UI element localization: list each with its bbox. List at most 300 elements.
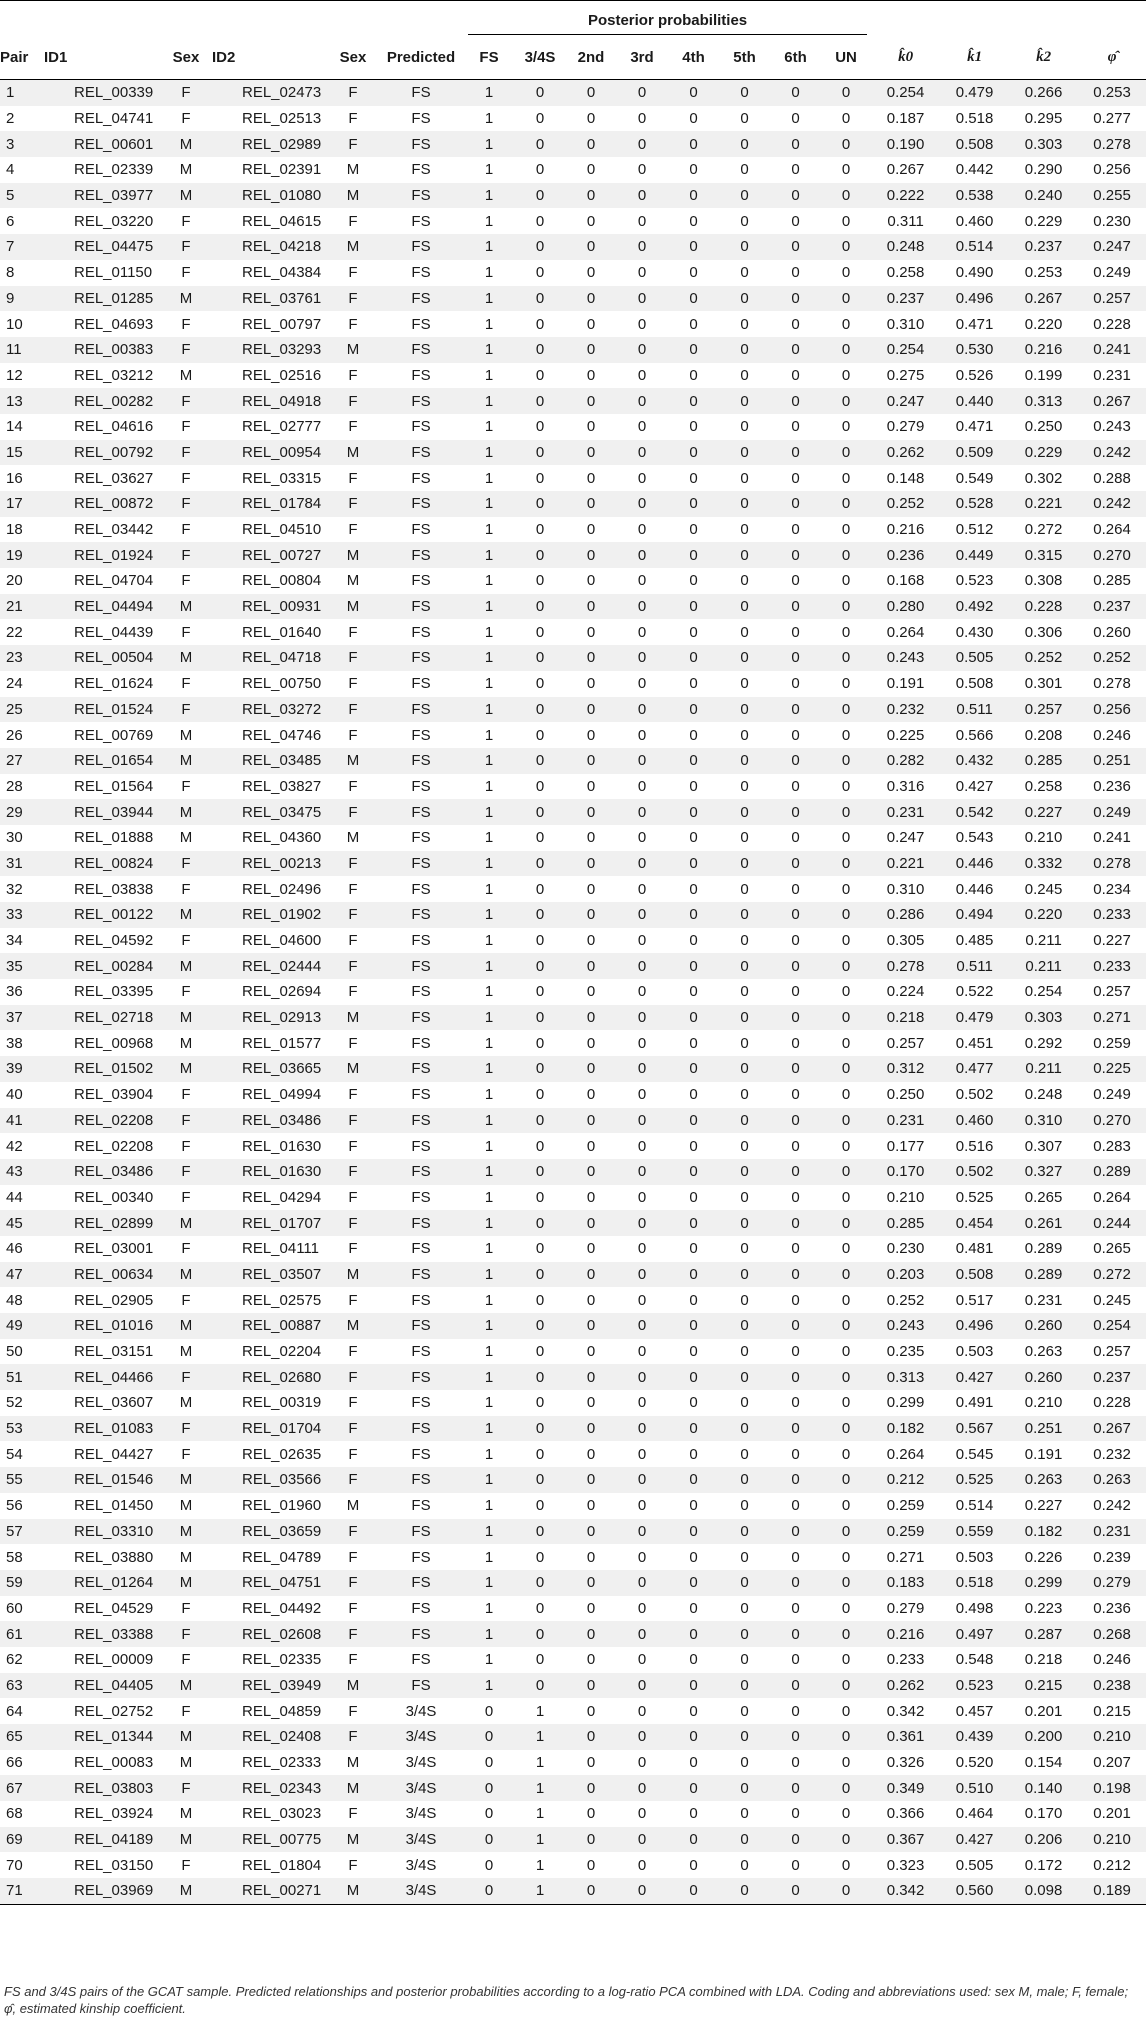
cell-sex2: F xyxy=(328,1364,378,1390)
table-row xyxy=(0,1159,1146,1185)
cell-6th: 0 xyxy=(791,1548,800,1566)
cell-4th: 0 xyxy=(689,469,698,487)
cell-phi: 0.215 xyxy=(1093,1702,1131,1720)
cell-5th: 0 xyxy=(740,418,749,436)
cell-6th: 0 xyxy=(770,388,821,414)
cell-2nd: 0 xyxy=(566,594,616,620)
table-row xyxy=(0,1416,1146,1442)
cell-fs: 1 xyxy=(484,983,494,1001)
cell-4th: 0 xyxy=(668,491,719,517)
cell-4th: 0 xyxy=(668,594,719,620)
cell-pair: 66 xyxy=(6,1754,23,1772)
cell-id2: REL_02444 xyxy=(212,953,328,979)
cell-2nd: 0 xyxy=(566,337,616,363)
cell-k2: 0.208 xyxy=(1024,726,1063,744)
cell-k1: 0.514 xyxy=(940,234,1009,260)
cell-phi: 0.278 xyxy=(1093,675,1131,693)
cell-un: 0 xyxy=(821,337,871,363)
cell-k2: 0.266 xyxy=(1009,80,1078,106)
cell-pair: 68 xyxy=(6,1805,23,1823)
cell-k1: 0.559 xyxy=(940,1519,1009,1545)
cell-5th: 0 xyxy=(740,1034,749,1052)
cell-predicted: FS xyxy=(378,183,464,209)
cell-5th: 0 xyxy=(740,1240,749,1258)
cell-k2: 0.220 xyxy=(1024,315,1063,333)
cell-phi: 0.252 xyxy=(1078,645,1146,671)
cell-phi: 0.198 xyxy=(1078,1775,1146,1801)
table-row xyxy=(0,979,1146,1005)
cell-sex2: M xyxy=(328,440,378,466)
cell-2nd: 0 xyxy=(566,1056,616,1082)
cell-2nd: 0 xyxy=(586,932,596,950)
cell-id2: REL_02913 xyxy=(212,1005,328,1031)
cell-sex1: M xyxy=(160,748,212,774)
cell-6th: 0 xyxy=(770,851,821,877)
col-header-id1: ID1 xyxy=(44,35,160,80)
cell-k2: 0.245 xyxy=(1024,880,1063,898)
cell-k2: 0.303 xyxy=(1009,131,1078,157)
cell-sex1: M xyxy=(160,1005,212,1031)
cell-id1: REL_00009 xyxy=(74,1651,154,1669)
cell-predicted: FS xyxy=(411,1651,431,1669)
cell-fs: 1 xyxy=(484,829,494,847)
cell-fs: 1 xyxy=(484,1188,494,1206)
cell-phi: 0.249 xyxy=(1093,1086,1131,1104)
cell-sex2: F xyxy=(348,1856,358,1874)
cell-pair: 19 xyxy=(0,542,44,568)
cell-phi: 0.236 xyxy=(1093,777,1131,795)
cell-k1: 0.490 xyxy=(955,264,994,282)
cell-5th: 0 xyxy=(740,212,749,230)
cell-predicted: FS xyxy=(378,1416,464,1442)
cell-sex2: F xyxy=(348,623,358,641)
cell-sex1: F xyxy=(160,697,212,723)
cell-4th: 0 xyxy=(689,1702,698,1720)
cell-sex1: M xyxy=(160,953,212,979)
cell-6th: 0 xyxy=(770,1621,821,1647)
cell-id1: REL_01264 xyxy=(44,1570,160,1596)
cell-34s: 0 xyxy=(535,1445,545,1463)
cell-sex1: M xyxy=(160,902,212,928)
cell-2nd: 0 xyxy=(566,1005,616,1031)
cell-sex2: F xyxy=(348,1240,358,1258)
cell-k1: 0.454 xyxy=(940,1210,1009,1236)
cell-34s: 0 xyxy=(514,1364,566,1390)
cell-pair: 59 xyxy=(0,1570,44,1596)
cell-k2: 0.172 xyxy=(1024,1856,1063,1874)
cell-un: 0 xyxy=(821,1056,871,1082)
cell-id1: REL_03442 xyxy=(74,521,154,539)
cell-un: 0 xyxy=(841,1291,851,1309)
cell-phi: 0.249 xyxy=(1078,799,1146,825)
cell-phi: 0.265 xyxy=(1093,1240,1131,1258)
cell-4th: 0 xyxy=(668,1416,719,1442)
cell-34s: 0 xyxy=(535,366,545,384)
cell-4th: 0 xyxy=(689,315,698,333)
cell-phi: 0.242 xyxy=(1078,491,1146,517)
cell-sex1: F xyxy=(160,1775,212,1801)
cell-sex1: M xyxy=(160,594,212,620)
cell-4th: 0 xyxy=(689,983,698,1001)
cell-pair: 58 xyxy=(6,1548,23,1566)
cell-5th: 0 xyxy=(719,851,770,877)
col-header-4th: 4th xyxy=(668,35,719,80)
cell-k2: 0.227 xyxy=(1024,1497,1063,1515)
cell-3rd: 0 xyxy=(637,983,647,1001)
cell-3rd: 0 xyxy=(637,1291,647,1309)
cell-id1: REL_00968 xyxy=(74,1034,154,1052)
cell-4th: 0 xyxy=(668,1878,719,1904)
cell-pair: 45 xyxy=(0,1210,44,1236)
cell-predicted: FS xyxy=(378,286,464,312)
cell-3rd: 0 xyxy=(637,315,647,333)
cell-5th: 0 xyxy=(740,1651,749,1669)
cell-pair: 14 xyxy=(6,418,23,436)
cell-sex1: F xyxy=(181,1240,191,1258)
cell-2nd: 0 xyxy=(566,1878,616,1904)
cell-pair: 34 xyxy=(6,932,23,950)
cell-fs: 1 xyxy=(484,1034,494,1052)
cell-un: 0 xyxy=(821,491,871,517)
cell-34s: 0 xyxy=(514,1210,566,1236)
cell-sex2: M xyxy=(328,183,378,209)
cell-k1: 0.560 xyxy=(940,1878,1009,1904)
cell-5th: 0 xyxy=(740,1805,749,1823)
cell-id1: REL_00339 xyxy=(44,80,160,106)
cell-5th: 0 xyxy=(740,264,749,282)
cell-5th: 0 xyxy=(719,1416,770,1442)
cell-4th: 0 xyxy=(689,829,698,847)
cell-6th: 0 xyxy=(791,572,800,590)
cell-34s: 1 xyxy=(535,1754,545,1772)
cell-sex1: M xyxy=(179,366,193,384)
cell-id1: REL_01285 xyxy=(44,286,160,312)
cell-34s: 0 xyxy=(535,726,545,744)
cell-fs: 1 xyxy=(484,777,494,795)
cell-k0: 0.271 xyxy=(886,1548,925,1566)
cell-id1: REL_04693 xyxy=(74,315,154,333)
cell-sex1: M xyxy=(179,1394,193,1412)
cell-un: 0 xyxy=(821,388,871,414)
cell-id1: REL_03944 xyxy=(44,799,160,825)
cell-3rd: 0 xyxy=(616,1210,668,1236)
cell-sex2: F xyxy=(328,286,378,312)
cell-k1: 0.446 xyxy=(940,851,1009,877)
cell-pair: 41 xyxy=(0,1108,44,1134)
cell-un: 0 xyxy=(821,440,871,466)
cell-k2: 0.248 xyxy=(1024,1086,1063,1104)
cell-2nd: 0 xyxy=(566,1364,616,1390)
table-row xyxy=(0,208,1146,234)
cell-2nd: 0 xyxy=(566,748,616,774)
cell-id1: REL_02208 xyxy=(74,1137,154,1155)
cell-34s: 0 xyxy=(535,1343,545,1361)
cell-fs: 1 xyxy=(464,1570,514,1596)
cell-id2: REL_03949 xyxy=(212,1673,328,1699)
cell-sex2: F xyxy=(328,388,378,414)
cell-5th: 0 xyxy=(740,1086,749,1104)
cell-sex1: F xyxy=(160,1364,212,1390)
cell-3rd: 0 xyxy=(616,1364,668,1390)
cell-k2: 0.250 xyxy=(1024,418,1063,436)
cell-6th: 0 xyxy=(770,1416,821,1442)
cell-pair: 15 xyxy=(0,440,44,466)
cell-un: 0 xyxy=(821,131,871,157)
table-row xyxy=(0,491,1146,517)
cell-predicted: FS xyxy=(411,777,431,795)
cell-6th: 0 xyxy=(791,469,800,487)
cell-pair: 52 xyxy=(6,1394,23,1412)
cell-predicted: 3/4S xyxy=(378,1878,464,1904)
cell-pair: 33 xyxy=(0,902,44,928)
table-row xyxy=(0,440,1146,466)
cell-k2: 0.260 xyxy=(1009,1364,1078,1390)
table-row xyxy=(0,1236,1146,1262)
cell-5th: 0 xyxy=(740,675,749,693)
cell-id1: REL_04741 xyxy=(74,110,154,128)
cell-id2: REL_00954 xyxy=(212,440,328,466)
cell-id2: REL_02608 xyxy=(212,1621,328,1647)
cell-k2: 0.315 xyxy=(1009,542,1078,568)
cell-3rd: 0 xyxy=(637,1394,647,1412)
cell-un: 0 xyxy=(821,953,871,979)
cell-3rd: 0 xyxy=(616,1056,668,1082)
cell-2nd: 0 xyxy=(586,1497,596,1515)
cell-k0: 0.286 xyxy=(871,902,940,928)
cell-k2: 0.289 xyxy=(1024,1240,1063,1258)
cell-fs: 1 xyxy=(484,675,494,693)
cell-fs: 1 xyxy=(484,521,494,539)
cell-sex2: F xyxy=(348,726,358,744)
cell-2nd: 0 xyxy=(586,1754,596,1772)
cell-id1: REL_02752 xyxy=(74,1702,154,1720)
cell-5th: 0 xyxy=(719,1878,770,1904)
cell-k2: 0.303 xyxy=(1009,1005,1078,1031)
cell-id1: REL_04439 xyxy=(74,623,154,641)
cell-3rd: 0 xyxy=(616,1878,668,1904)
cell-34s: 0 xyxy=(535,264,545,282)
cell-2nd: 0 xyxy=(586,675,596,693)
cell-un: 0 xyxy=(841,1805,851,1823)
cell-predicted: FS xyxy=(378,1467,464,1493)
cell-sex1: F xyxy=(160,1159,212,1185)
cell-6th: 0 xyxy=(791,1034,800,1052)
cell-5th: 0 xyxy=(719,1621,770,1647)
cell-k2: 0.210 xyxy=(1024,1394,1063,1412)
cell-3rd: 0 xyxy=(637,777,647,795)
cell-3rd: 0 xyxy=(616,748,668,774)
cell-34s: 0 xyxy=(514,902,566,928)
cell-sex2: F xyxy=(348,264,358,282)
cell-id2: REL_02408 xyxy=(212,1724,328,1750)
cell-predicted: FS xyxy=(411,1343,431,1361)
cell-3rd: 0 xyxy=(637,1137,647,1155)
cell-un: 0 xyxy=(821,1416,871,1442)
cell-fs: 0 xyxy=(464,1775,514,1801)
cell-k0: 0.216 xyxy=(886,521,925,539)
cell-sex2: F xyxy=(328,1467,378,1493)
cell-sex1: M xyxy=(160,799,212,825)
cell-5th: 0 xyxy=(719,1775,770,1801)
cell-sex2: F xyxy=(348,521,358,539)
cell-predicted: FS xyxy=(411,623,431,641)
cell-2nd: 0 xyxy=(586,1343,596,1361)
table-row xyxy=(0,517,1146,543)
table-row xyxy=(0,80,1146,106)
cell-6th: 0 xyxy=(770,697,821,723)
cell-pair: 13 xyxy=(0,388,44,414)
cell-3rd: 0 xyxy=(616,697,668,723)
cell-k0: 0.191 xyxy=(886,675,925,693)
cell-4th: 0 xyxy=(689,1291,698,1309)
table-row xyxy=(0,1596,1146,1622)
cell-pair: 48 xyxy=(6,1291,23,1309)
cell-k2: 0.140 xyxy=(1009,1775,1078,1801)
cell-k2: 0.257 xyxy=(1009,697,1078,723)
cell-k2: 0.301 xyxy=(1024,675,1063,693)
cell-3rd: 0 xyxy=(616,286,668,312)
cell-sex2: F xyxy=(328,1210,378,1236)
table-row xyxy=(0,1801,1146,1827)
cell-3rd: 0 xyxy=(637,1240,647,1258)
cell-3rd: 0 xyxy=(637,161,647,179)
cell-5th: 0 xyxy=(719,1467,770,1493)
col-header-6th: 6th xyxy=(770,35,821,80)
cell-k2: 0.258 xyxy=(1024,777,1063,795)
cell-id2: REL_04718 xyxy=(212,645,328,671)
cell-6th: 0 xyxy=(770,902,821,928)
cell-4th: 0 xyxy=(668,1673,719,1699)
cell-4th: 0 xyxy=(668,542,719,568)
cell-sex2: F xyxy=(328,697,378,723)
cell-4th: 0 xyxy=(689,1188,698,1206)
cell-k1: 0.526 xyxy=(955,366,994,384)
cell-6th: 0 xyxy=(770,1313,821,1339)
cell-sex1: F xyxy=(160,388,212,414)
cell-4th: 0 xyxy=(668,1364,719,1390)
table-row xyxy=(0,902,1146,928)
cell-sex2: F xyxy=(328,645,378,671)
cell-fs: 1 xyxy=(484,1651,494,1669)
cell-k1: 0.525 xyxy=(940,1467,1009,1493)
cell-k1: 0.498 xyxy=(955,1599,994,1617)
cell-sex1: F xyxy=(181,469,191,487)
cell-2nd: 0 xyxy=(586,623,596,641)
cell-fs: 1 xyxy=(464,1673,514,1699)
cell-sex1: F xyxy=(160,1621,212,1647)
cell-fs: 1 xyxy=(464,337,514,363)
cell-2nd: 0 xyxy=(586,1702,596,1720)
cell-phi: 0.239 xyxy=(1093,1548,1131,1566)
cell-k1: 0.508 xyxy=(955,675,994,693)
cell-2nd: 0 xyxy=(586,264,596,282)
cell-34s: 0 xyxy=(514,594,566,620)
cell-5th: 0 xyxy=(740,726,749,744)
cell-3rd: 0 xyxy=(637,1702,647,1720)
cell-5th: 0 xyxy=(740,777,749,795)
col-header-un: UN xyxy=(821,35,871,80)
cell-sex1: F xyxy=(181,880,191,898)
cell-5th: 0 xyxy=(719,337,770,363)
col-header-k1: k̂1 xyxy=(940,35,1009,80)
cell-pair: 46 xyxy=(6,1240,23,1258)
cell-2nd: 0 xyxy=(566,286,616,312)
cell-pair: 29 xyxy=(0,799,44,825)
cell-6th: 0 xyxy=(770,594,821,620)
cell-6th: 0 xyxy=(770,80,821,106)
cell-6th: 0 xyxy=(770,1519,821,1545)
cell-3rd: 0 xyxy=(637,212,647,230)
cell-6th: 0 xyxy=(791,1856,800,1874)
cell-5th: 0 xyxy=(719,1827,770,1853)
cell-pair: 20 xyxy=(6,572,23,590)
cell-predicted: FS xyxy=(378,1056,464,1082)
cell-k2: 0.299 xyxy=(1009,1570,1078,1596)
cell-pair: 47 xyxy=(0,1262,44,1288)
table-row xyxy=(0,722,1146,748)
cell-id2: REL_03486 xyxy=(212,1108,328,1134)
cell-phi: 0.227 xyxy=(1093,932,1131,950)
cell-3rd: 0 xyxy=(616,491,668,517)
cell-5th: 0 xyxy=(740,521,749,539)
cell-4th: 0 xyxy=(668,440,719,466)
cell-id2: REL_00797 xyxy=(242,315,322,333)
cell-k1: 0.471 xyxy=(955,315,994,333)
cell-phi: 0.251 xyxy=(1078,748,1146,774)
cell-3rd: 0 xyxy=(637,1343,647,1361)
table-row xyxy=(0,1698,1146,1724)
cell-phi: 0.283 xyxy=(1093,1137,1131,1155)
cell-pair: 16 xyxy=(6,469,23,487)
cell-4th: 0 xyxy=(668,286,719,312)
cell-un: 0 xyxy=(841,212,851,230)
cell-predicted: FS xyxy=(411,572,431,590)
cell-34s: 0 xyxy=(535,623,545,641)
col-header-id2: ID2 xyxy=(212,35,328,80)
cell-fs: 1 xyxy=(484,623,494,641)
cell-6th: 0 xyxy=(791,1651,800,1669)
cell-sex1: F xyxy=(181,264,191,282)
cell-3rd: 0 xyxy=(616,542,668,568)
cell-34s: 0 xyxy=(535,1240,545,1258)
cell-6th: 0 xyxy=(770,1570,821,1596)
cell-pair: 55 xyxy=(0,1467,44,1493)
cell-fs: 1 xyxy=(484,1548,494,1566)
cell-un: 0 xyxy=(841,1548,851,1566)
cell-phi: 0.288 xyxy=(1093,469,1131,487)
cell-34s: 0 xyxy=(535,1651,545,1669)
cell-id2: REL_04510 xyxy=(242,521,322,539)
cell-phi: 0.259 xyxy=(1093,1034,1131,1052)
cell-sex2: F xyxy=(348,880,358,898)
cell-k0: 0.258 xyxy=(886,264,925,282)
cell-k2: 0.267 xyxy=(1009,286,1078,312)
cell-pair: 9 xyxy=(0,286,44,312)
cell-34s: 1 xyxy=(535,1805,545,1823)
cell-pair: 49 xyxy=(0,1313,44,1339)
cell-sex1: M xyxy=(160,1056,212,1082)
cell-2nd: 0 xyxy=(566,902,616,928)
cell-3rd: 0 xyxy=(637,366,647,384)
cell-sex1: F xyxy=(181,1086,191,1104)
cell-phi: 0.257 xyxy=(1093,983,1131,1001)
cell-34s: 0 xyxy=(514,1621,566,1647)
cell-k2: 0.191 xyxy=(1024,1445,1063,1463)
cell-fs: 1 xyxy=(464,286,514,312)
cell-5th: 0 xyxy=(740,1856,749,1874)
cell-sex2: F xyxy=(348,1188,358,1206)
cell-5th: 0 xyxy=(719,1673,770,1699)
